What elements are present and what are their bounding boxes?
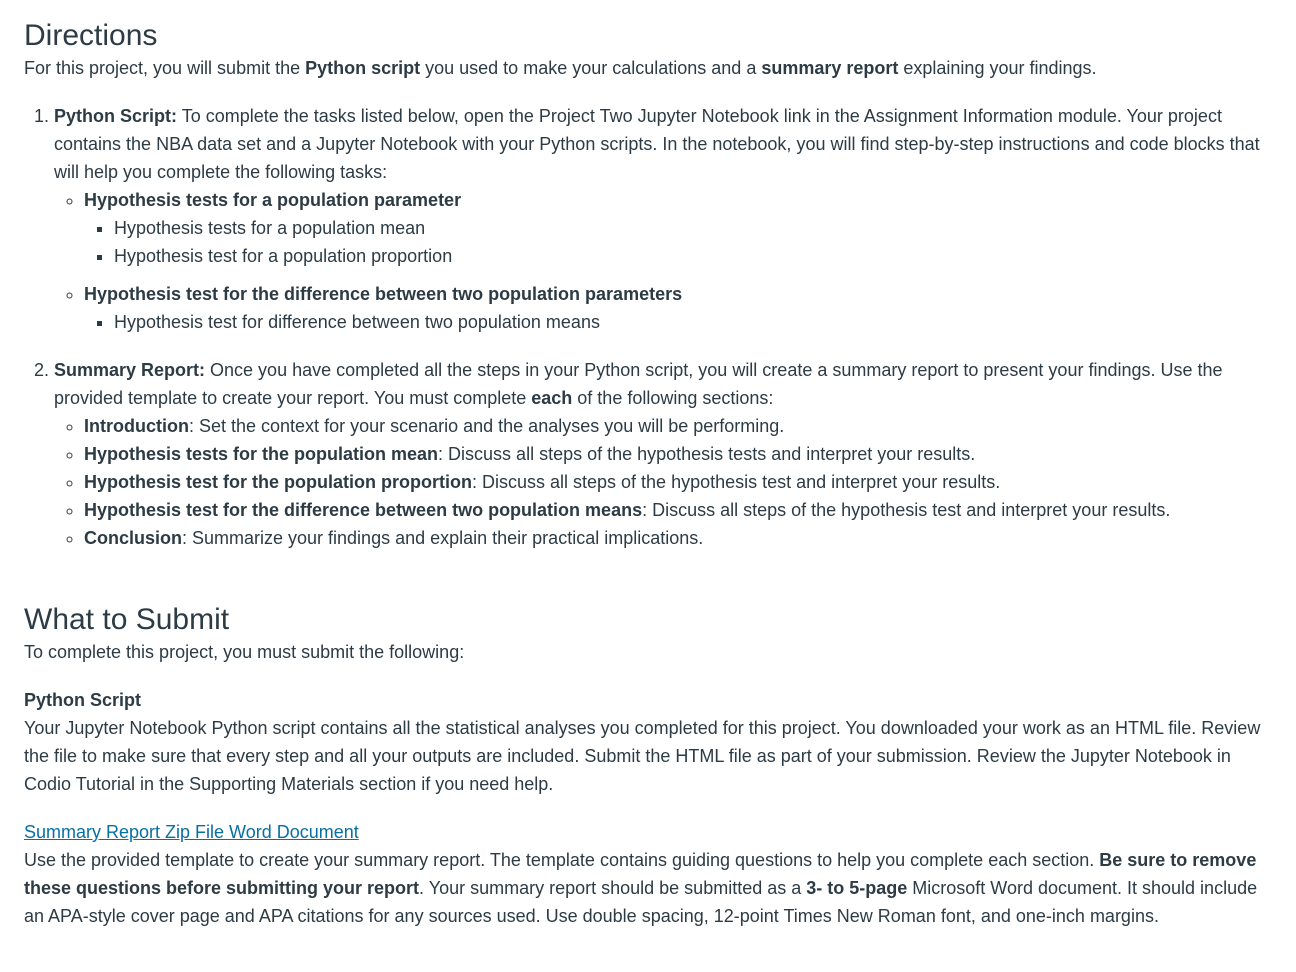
item-text: To complete the tasks listed below, open the Project Two Jupyter Notebook link in the Assignment Information module. Your project contains the NBA data set and a Jupyter Notebook with your Python scripts. In the notebook, you will find step-by-step instructions and code blocks that will help you complete the following tasks:: [54, 106, 1260, 182]
intro-text: For this project, you will submit the: [24, 58, 306, 78]
section-item: [84, 468, 1272, 496]
subtask-item: ▪ Hypothesis tests for a population mean: [114, 214, 1272, 242]
section-label: Conclusion: [84, 528, 182, 548]
intro-bold-summary-report: summary report: [761, 58, 899, 78]
section-label: Hypothesis test for the difference between two population means: [84, 500, 643, 520]
subtask-item: ▪ Hypothesis test for difference between two population means: [114, 308, 1272, 336]
task-group-title: Hypothesis tests for a population parameter: [84, 190, 462, 210]
summary-report-text: [24, 846, 1272, 930]
section-text: : Discuss all steps of the hypothesis test and interpret your results.: [642, 500, 1171, 520]
section-item: [84, 440, 1272, 468]
section-text: : Discuss all steps of the hypothesis tests and interpret your results.: [438, 444, 976, 464]
subtask-list: [84, 214, 1272, 270]
section-text: : Set the context for your scenario and the analyses you will be performing.: [188, 416, 785, 436]
directions-item-python-script: [54, 102, 1272, 336]
directions-intro: [24, 54, 1272, 82]
item-label: Python Script:: [54, 106, 178, 126]
what-to-submit-heading: What to Submit: [24, 603, 230, 636]
item-bold-each: each: [531, 388, 573, 408]
report-text: . Your summary report should be submitted as a: [419, 878, 807, 898]
intro-bold-python-script: Python script: [305, 58, 421, 78]
section-item: [84, 412, 1272, 440]
section-label: Hypothesis test for the population proportion: [84, 472, 472, 492]
report-text: Microsoft Word document. It should include an APA-style cover page and APA citations for any sources used. Use double spacing, 12-point Times New Roman font, and one-inch margins.: [24, 878, 1258, 926]
submit-intro: To complete this project, you must submit the following:: [24, 642, 465, 662]
section-text: : Summarize your findings and explain their practical implications.: [182, 528, 704, 548]
subtask-item: ▪ Hypothesis test for a population proportion: [114, 242, 1272, 270]
summary-report-block: [24, 818, 1272, 930]
python-script-block: [24, 686, 1272, 798]
section-label: Introduction: [84, 416, 189, 436]
report-bold-page-count: 3- to 5-page: [806, 878, 908, 898]
section-list: [54, 412, 1272, 552]
item-text: Once you have completed all the steps in your Python script, you will create a summary report to present your findings. Use the provided template to create your report. You must complete: [54, 360, 1223, 408]
subtask-list: [84, 308, 1272, 336]
task-group: [84, 186, 1272, 270]
python-script-title: Python Script: [24, 690, 142, 710]
item-text: of the following sections:: [572, 388, 774, 408]
directions-list: [24, 102, 1272, 552]
report-bold-remove-questions: Be sure to remove these questions before submitting your report: [24, 850, 1257, 898]
intro-text: you used to make your calculations and a: [420, 58, 762, 78]
directions-heading: Directions: [24, 19, 158, 52]
section-item: [84, 496, 1272, 524]
task-list: [54, 186, 1272, 336]
summary-report-link[interactable]: Summary Report Zip File Word Document: [24, 822, 359, 842]
report-text: Use the provided template to create your summary report. The template contains guiding questions to help you complete each section.: [24, 850, 1100, 870]
python-script-text: Your Jupyter Notebook Python script contains all the statistical analyses you completed for this project. You downloaded your work as an HTML file. Review the file to make sure that every step and all your outputs are included. Submit the HTML file as part of your submission. Review the Jupyter Notebook in Codio Tutorial in the Supporting Materials section if you need help.: [24, 718, 1261, 794]
section-item: [84, 524, 1272, 552]
task-group: [84, 280, 1272, 336]
task-group-title: Hypothesis test for the difference between two population parameters: [84, 284, 683, 304]
intro-text: explaining your findings.: [898, 58, 1097, 78]
section-text: : Discuss all steps of the hypothesis test and interpret your results.: [471, 472, 1001, 492]
section-label: Hypothesis tests for the population mean: [84, 444, 439, 464]
directions-item-summary-report: [54, 356, 1272, 552]
item-label: Summary Report:: [54, 360, 206, 380]
